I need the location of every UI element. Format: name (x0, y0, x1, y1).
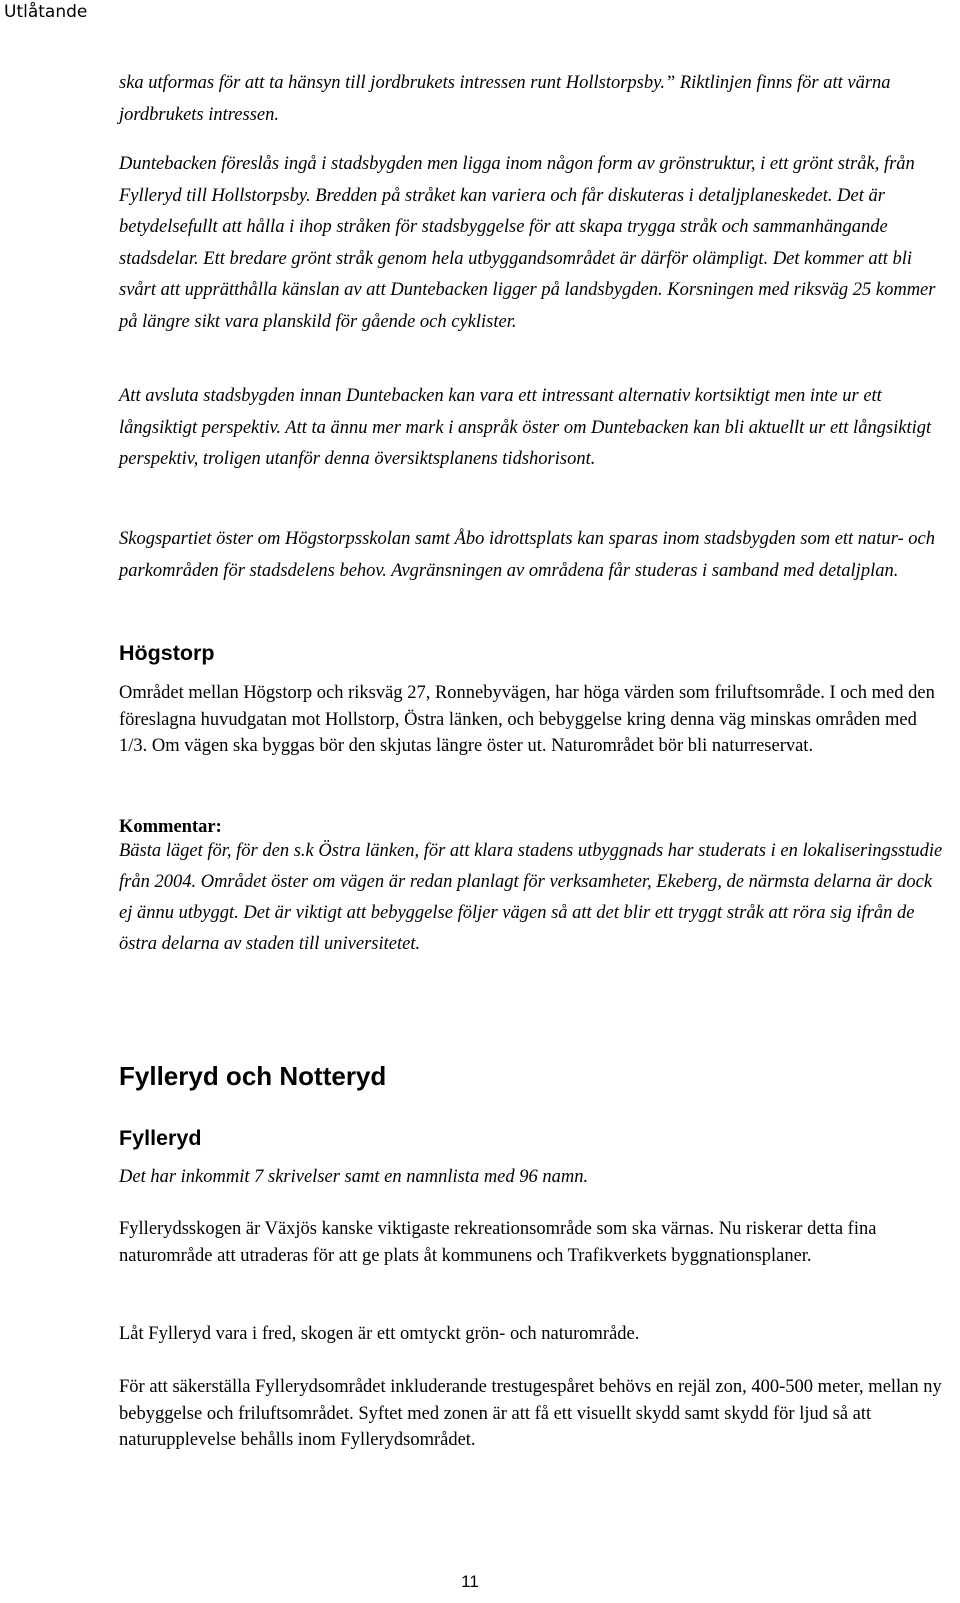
paragraph-duntebacken: Duntebacken föreslås ingå i stadsbygden men ligga inom någon form av grönstruktur, i ett grönt stråk, från Fylleryd till Hollstorpsby. Bredden på stråket kan variera och får diskuteras i detaljplaneskedet. Det är betydelsefullt att hålla i ihop stråken för stadsbyggelse för att skapa trygga stråk och sammanhängande stadsdelar. Ett bredare grönt stråk genom hela utbyggandsområdet är därför olämpligt. Det kommer att bli svårt att upprätthålla känslan av att Duntebacken ligger på landsbygden. Korsningen med riksväg 25 kommer på längre sikt vara planskild för gående och cyklister. (119, 154, 936, 332)
document-header: Utlåtande (4, 2, 88, 22)
comment-label: Kommentar: (119, 817, 222, 837)
paragraph-riktlinjen: ska utformas för att ta hänsyn till jordbrukets intressen runt Hollstorpsby.” Riktlinjen finns för att värna jordbrukets intressen. (119, 73, 891, 125)
page-number: 11 (461, 1572, 479, 1591)
section-title: Fylleryd och Notteryd (119, 1061, 387, 1091)
paragraph-avsluta-stadsbygden: Att avsluta stadsbygden innan Duntebacken kan vara ett intressant alternativ kortsiktigt men inte ur ett långsiktigt perspektiv. Att ta ännu mer mark i anspråk öster om Duntebacken kan bli aktuellt ur ett långsiktigt perspektiv, troligen utanför denna översiktsplanens tidshorisont. (119, 386, 932, 469)
paragraph-skogspartiet: Skogspartiet öster om Högstorpsskolan samt Åbo idrottsplats kan sparas inom stadsbygden som ett natur- och parkområden för stadsdelens behov. Avgränsningen av områdena får studeras i samband med detaljplan. (119, 529, 936, 581)
quote-sakerstalla: För att säkerställa Fyllerydsområdet inkluderande trestugespåret behövs en rejäl zon, 400-500 meter, mellan ny bebyggelse och friluftsområdet. Syftet med zonen är att få ett visuellt skydd samt skydd för ljud så att naturupplevelse behålls inom Fyllerydsområdet. (119, 1377, 942, 1450)
paragraph-fylleryd-intro: Det har inkommit 7 skrivelser samt en namnlista med 96 namn. (119, 1167, 589, 1187)
quote-lat-fylleryd: Låt Fylleryd vara i fred, skogen är ett omtyckt grön- och naturområde. (119, 1324, 640, 1344)
paragraph-hogstorp: Området mellan Högstorp och riksväg 27, Ronnebyvägen, har höga värden som friluftsområde. I och med den föreslagna huvudgatan mot Hollstorp, Östra länken, och bebyggelse kring denna väg minskas områden med 1/3. Om vägen ska byggas bör den skjutas längre öster ut. Naturområdet bör bli naturreservat. (119, 683, 935, 756)
heading-fylleryd: Fylleryd (119, 1126, 202, 1150)
quote-fyllerydsskogen: Fyllerydsskogen är Växjös kanske viktigaste rekreationsområde som ska värnas. Nu riskerar detta fina naturområde att utraderas för att ge plats åt kommunens och Trafikverkets byggnationsplaner. (119, 1219, 877, 1266)
heading-hogstorp: Högstorp (119, 641, 215, 665)
comment-text: Bästa läget för, för den s.k Östra länken, för att klara stadens utbyggnads har studerats i en lokaliseringsstudie från 2004. Området öster om vägen är redan planlagt för verksamheter, Ekeberg, de närmsta delarna är dock ej ännu utbyggt. Det är viktigt att bebyggelse följer vägen så att det blir ett tryggt stråk att röra sig ifrån de östra delarna av staden till universitetet. (119, 841, 943, 954)
